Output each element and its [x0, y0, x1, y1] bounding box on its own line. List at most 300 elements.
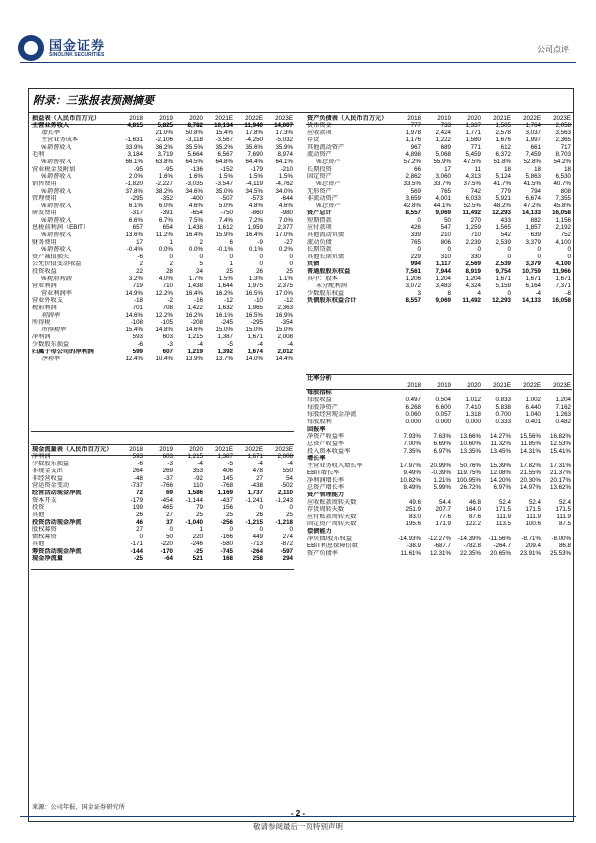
row-value: -144: [130, 548, 143, 555]
table-header-row: [306, 375, 572, 382]
table-row: [306, 239, 572, 246]
row-value: 0.333: [495, 418, 511, 426]
table-row: [306, 441, 572, 448]
row-value: 4,898: [405, 151, 421, 159]
row-value: -4: [257, 460, 263, 468]
row-value: 13.6%: [125, 231, 143, 239]
row-value: 0: [537, 246, 541, 253]
row-value: 433: [500, 217, 511, 224]
row-value: 14.31%: [520, 447, 541, 455]
row-label: 净资产收益率: [307, 433, 345, 440]
row-label: %销售收入: [41, 231, 72, 239]
row-value: 207.7: [435, 506, 451, 513]
row-value: 1,674: [247, 348, 263, 356]
row-label: 增长率: [41, 129, 60, 137]
row-label: 每股股利: [307, 418, 332, 426]
row-value: 0: [289, 260, 293, 268]
row-value: 0: [507, 290, 511, 297]
row-value: 2,539: [495, 239, 511, 246]
row-value: 10,759: [522, 268, 541, 275]
row-label: 销售费用: [32, 180, 57, 188]
row-value: 1,997: [525, 136, 541, 144]
table-row: [306, 210, 572, 217]
row-value: 18: [534, 166, 541, 173]
row-value: 0: [199, 253, 203, 261]
row-value: 111.9: [496, 513, 511, 521]
row-label: 每股收益: [307, 396, 332, 404]
table-row: [306, 390, 572, 397]
row-label: 营业利润率: [41, 290, 72, 297]
row-value: -12: [284, 297, 293, 304]
row-value: 26: [256, 511, 263, 519]
table-row: [31, 137, 294, 144]
row-value: 9,069: [435, 209, 451, 217]
row-value: -860: [250, 209, 263, 217]
row-value: 2,377: [277, 224, 293, 231]
row-value: 6,674: [525, 195, 541, 202]
row-value: 33.7%: [433, 180, 451, 188]
row-value: [452, 390, 482, 397]
row-value: 1,392: [217, 348, 233, 356]
row-value: 5,124: [495, 173, 511, 180]
row-value: 41.5%: [523, 180, 541, 188]
row-value: 2,363: [277, 304, 293, 312]
row-value: 465: [162, 504, 173, 511]
row-label: 非流动资产: [307, 195, 338, 202]
row-label: 毛利: [32, 151, 45, 159]
row-value: -750: [220, 209, 233, 217]
year-row: [306, 382, 572, 389]
row-value: -48: [134, 475, 143, 482]
row-value: 210: [440, 231, 451, 239]
row-value: 1,117: [435, 260, 451, 268]
row-label: 流动负债: [307, 239, 332, 246]
table-row: [31, 534, 294, 541]
year-header: 2019: [159, 115, 173, 122]
row-value: 17.82%: [520, 462, 541, 470]
row-value: 5,159: [495, 282, 511, 290]
row-value: 21.55%: [520, 469, 541, 477]
table-header-row: [31, 446, 294, 453]
row-value: 11,940: [244, 122, 263, 129]
row-value: -6: [137, 253, 143, 261]
row-value: 52.5%: [463, 202, 481, 210]
table-row: [306, 166, 572, 173]
row-value: 26: [256, 268, 263, 275]
row-value: 5,921: [495, 195, 511, 202]
table-row: [306, 470, 572, 477]
row-value: -95: [134, 166, 143, 173]
row-value: 2,058: [555, 122, 571, 129]
row-value: 2,424: [435, 129, 451, 137]
row-value: -11.56%: [488, 535, 511, 543]
row-value: 12.2%: [155, 290, 173, 297]
row-label: 其他: [32, 540, 45, 548]
row-value: 6.600: [435, 404, 451, 411]
row-value: 145: [222, 475, 233, 482]
row-value: -5,032: [275, 136, 293, 144]
row-label: 总资产增长率: [307, 484, 345, 491]
row-value: 16.5%: [245, 290, 263, 297]
row-value: [482, 390, 512, 397]
row-label: 公允价值变动收益: [32, 260, 82, 268]
row-value: 5.838: [495, 404, 511, 411]
income-table: [31, 115, 294, 363]
row-value: -108: [130, 319, 143, 326]
year-header: 2020: [467, 115, 481, 122]
row-value: -14.93%: [397, 535, 421, 543]
row-value: -4: [535, 290, 541, 297]
row-label: 少数股东损益: [32, 460, 70, 468]
row-label: %销售收入: [41, 158, 72, 166]
row-label: 偿债能力: [307, 528, 332, 535]
row-value: 1,215: [187, 453, 203, 460]
row-value: 16.82%: [550, 433, 571, 440]
row-value: 1,644: [217, 282, 233, 290]
row-value: 3,060: [435, 173, 451, 180]
row-value: 10.82%: [400, 477, 421, 484]
row-label: 投资活动现金净流: [32, 518, 82, 526]
row-value: 779: [500, 187, 511, 195]
row-value: 47.5%: [463, 158, 481, 166]
row-value: 0: [417, 246, 421, 253]
row-value: 64.4%: [245, 158, 263, 166]
row-value: 7.4%: [218, 217, 233, 224]
table-row: [306, 203, 572, 210]
row-label: 应付款项: [307, 224, 332, 231]
table-row: [306, 283, 572, 290]
table-row: [306, 122, 572, 129]
table-row: [31, 122, 294, 129]
row-value: 639: [530, 231, 541, 239]
row-value: 3,072: [405, 282, 421, 290]
row-value: 49.6: [408, 499, 421, 506]
row-value: 23.91%: [520, 550, 541, 557]
row-value: 14,007: [274, 122, 293, 129]
row-value: 0: [537, 253, 541, 261]
row-value: 1,215: [187, 333, 203, 341]
row-value: [482, 528, 512, 535]
row-value: -179: [130, 497, 143, 504]
row-value: 3,379: [525, 239, 541, 246]
row-label: 每股净资产: [307, 404, 338, 411]
table-row: [306, 159, 572, 166]
table-row: [31, 541, 294, 548]
row-value: 4,100: [555, 239, 571, 246]
row-value: -502: [280, 482, 293, 490]
row-value: 7.410: [465, 404, 481, 411]
row-value: -4: [287, 460, 293, 468]
table-row: [31, 173, 294, 180]
row-label: 财务费用: [32, 239, 57, 246]
table-row: [31, 159, 294, 166]
row-value: 55.9%: [433, 158, 451, 166]
row-value: [422, 492, 452, 499]
row-value: 17.97%: [400, 462, 421, 470]
row-value: -166: [220, 533, 233, 541]
table-row: [31, 327, 294, 334]
row-value: -8.71%: [521, 535, 541, 543]
row-value: 46.8: [468, 499, 481, 506]
row-value: 0.0%: [158, 246, 173, 253]
row-value: 22.35%: [460, 550, 481, 557]
row-value: 808: [560, 187, 571, 195]
row-value: 12,293: [492, 297, 511, 304]
row-value: 0.000: [435, 418, 451, 426]
row-value: 994: [410, 260, 421, 268]
table-row: [31, 504, 294, 511]
row-value: 0: [259, 504, 263, 511]
row-value: -4: [257, 341, 263, 348]
row-value: 717: [560, 144, 571, 151]
table-row: [306, 195, 572, 202]
row-value: 1.6%: [188, 173, 203, 180]
row-value: -1,218: [275, 518, 293, 526]
table-row: [31, 203, 294, 210]
row-value: 269: [162, 467, 173, 475]
row-value: 0.060: [405, 411, 421, 419]
row-value: 11: [474, 166, 481, 173]
row-value: 100.95%: [456, 477, 481, 484]
row-value: -14.39%: [457, 535, 481, 543]
table-row: [306, 397, 572, 404]
year-header: 2023E: [275, 446, 293, 453]
table-row: [31, 548, 294, 555]
row-value: -3: [167, 460, 173, 468]
appendix-title: 附录：三张报表预测摘要: [33, 94, 154, 107]
row-label: %销售收入: [41, 217, 72, 224]
row-label: 回报率: [307, 426, 326, 433]
row-value: [422, 528, 452, 535]
table-row: [31, 181, 294, 188]
row-label: 应付账款周转天数: [307, 513, 357, 521]
row-value: 16.4%: [245, 231, 263, 239]
row-value: 7,690: [247, 151, 263, 159]
table-row: [306, 268, 572, 275]
row-value: 1,965: [247, 304, 263, 312]
row-value: 1.1%: [278, 275, 293, 283]
table-row: [31, 217, 294, 224]
table-row: [31, 210, 294, 217]
row-value: 6,530: [555, 173, 571, 180]
row-value: 15.4%: [215, 129, 233, 137]
row-value: 18: [564, 166, 571, 173]
row-label: 非经营收益: [32, 475, 63, 482]
table-row: [306, 455, 572, 462]
row-value: -37: [164, 475, 173, 482]
ratio-table: [306, 375, 572, 557]
row-value: 13.7%: [215, 355, 233, 363]
row-value: 7,944: [435, 268, 451, 275]
row-value: 16.9%: [275, 312, 293, 319]
row-value: 15.56%: [520, 433, 541, 440]
row-label: 普通股股东权益: [307, 268, 351, 275]
row-value: 1,222: [435, 136, 451, 144]
row-value: -1,144: [185, 497, 203, 504]
row-value: 1,176: [405, 136, 421, 144]
header-rule: [20, 62, 576, 63]
row-value: 26.72%: [460, 484, 481, 491]
row-value: [542, 455, 572, 462]
row-value: 34.6%: [185, 187, 203, 195]
row-value: 14.0%: [245, 355, 263, 363]
row-label: 税前利润: [32, 304, 57, 312]
row-value: 111.9: [556, 513, 571, 521]
row-value: 1,438: [187, 224, 203, 231]
table-row: [306, 426, 572, 433]
table-row: [31, 356, 294, 363]
year-header: 2018: [407, 382, 421, 389]
row-value: 13.9%: [185, 355, 203, 363]
row-value: 17.0%: [275, 231, 293, 239]
row-value: 710: [470, 231, 481, 239]
row-value: 12.53%: [550, 440, 571, 448]
year-header: 2019: [159, 446, 173, 453]
row-value: 16,058: [552, 297, 571, 304]
year-header: 2021E: [215, 115, 233, 122]
row-value: 37: [166, 518, 173, 526]
row-value: 17.8%: [245, 129, 263, 137]
row-value: 1.040: [525, 411, 541, 419]
row-value: -295: [250, 319, 263, 326]
row-value: 87.5: [558, 520, 571, 528]
row-value: 1,505: [495, 122, 511, 129]
row-value: 0: [289, 526, 293, 533]
row-label: 研发费用: [32, 209, 57, 217]
row-value: [422, 455, 452, 462]
row-label: %总资产: [316, 202, 341, 210]
row-value: 1,857: [525, 224, 541, 231]
row-label: 现金净流量: [32, 555, 63, 562]
row-value: 2.0%: [128, 173, 143, 180]
row-label: 净利润: [32, 333, 51, 341]
row-label: %总资产: [316, 180, 341, 188]
row-value: 1,737: [247, 489, 263, 497]
table-title: 比率分析: [307, 375, 332, 382]
row-label: 负债股东权益合计: [307, 297, 357, 304]
table-header-row: [306, 115, 572, 122]
row-value: 1,978: [405, 129, 421, 137]
row-value: 1,219: [187, 348, 203, 356]
row-value: -4: [197, 460, 203, 468]
row-value: 63.8%: [155, 158, 173, 166]
row-label: 息税前利润（EBIT）: [32, 224, 90, 231]
table-row: [306, 492, 572, 499]
year-header: 2021E: [215, 446, 233, 453]
row-value: -745: [220, 548, 233, 555]
row-value: 1,438: [187, 282, 203, 290]
row-label: 营运资金变动: [32, 482, 70, 490]
table-title: 损益表（人民币百万元）: [32, 115, 101, 122]
row-value: 14.6%: [185, 326, 203, 334]
table-row: [31, 261, 294, 268]
row-value: 20.17%: [550, 477, 571, 484]
row-value: 51.8%: [493, 158, 511, 166]
row-value: 4,001: [435, 195, 451, 202]
row-value: -580: [220, 540, 233, 548]
row-value: 607: [162, 348, 173, 356]
row-value: 52.4: [498, 499, 511, 506]
row-value: 294: [282, 555, 293, 562]
row-value: [482, 455, 512, 462]
table-row: [306, 137, 572, 144]
row-value: 6.440: [525, 404, 541, 411]
row-value: 6.7%: [158, 217, 173, 224]
row-value: 40.7%: [553, 180, 571, 188]
row-value: 17: [444, 166, 451, 173]
row-value: 765: [440, 187, 451, 195]
row-value: 52.4: [528, 499, 541, 506]
row-value: 1,580: [465, 136, 481, 144]
row-value: -4,250: [245, 136, 263, 144]
row-value: 1: [199, 526, 203, 533]
row-value: 251.9: [405, 506, 421, 513]
table-row: [31, 526, 294, 533]
row-value: 1,565: [495, 224, 511, 231]
table-row: [31, 490, 294, 497]
row-value: 25: [286, 268, 293, 275]
row-value: 37.5%: [463, 180, 481, 188]
row-value: 0: [567, 253, 571, 261]
row-label: 无形资产: [307, 187, 332, 195]
row-label: 资产总计: [307, 209, 332, 217]
row-value: 1.5%: [278, 173, 293, 180]
row-label: 资本开支: [32, 497, 57, 504]
row-value: 521: [192, 555, 203, 562]
row-value: -256: [220, 518, 233, 526]
row-label: 经营活动现金净流: [32, 489, 82, 497]
row-label: 长期投资: [307, 166, 332, 173]
row-value: -391: [160, 209, 173, 217]
row-value: 111.9: [526, 513, 541, 521]
table-row: [306, 217, 572, 224]
row-value: 7.63%: [433, 433, 451, 440]
row-value: [452, 492, 482, 499]
row-value: [392, 455, 422, 462]
row-label: %销售收入: [41, 187, 72, 195]
row-value: 14.20%: [490, 477, 511, 484]
row-value: 171.9: [435, 520, 451, 528]
row-value: [452, 455, 482, 462]
row-value: 4,100: [555, 260, 571, 268]
row-value: [422, 390, 452, 397]
empty-cell: [542, 375, 572, 382]
row-value: 8: [447, 290, 451, 297]
row-value: 270: [470, 217, 481, 224]
row-value: 4,815: [127, 122, 143, 129]
row-value: 701: [132, 304, 143, 312]
row-value: 1,676: [495, 136, 511, 144]
row-value: 25: [226, 511, 233, 519]
row-value: 168: [222, 555, 233, 562]
row-value: 258: [252, 555, 263, 562]
row-value: -3,118: [185, 136, 203, 144]
row-value: 14.8%: [155, 326, 173, 334]
row-value: [482, 492, 512, 499]
row-value: 1,204: [435, 275, 451, 283]
row-label: 所得税率: [41, 326, 66, 334]
row-value: 6,164: [525, 282, 541, 290]
row-value: 1.5%: [248, 173, 263, 180]
row-value: -768: [220, 482, 233, 490]
row-value: -8: [565, 290, 571, 297]
row-value: 35.2%: [215, 144, 233, 151]
row-value: -400: [190, 195, 203, 202]
row-value: 14.97%: [520, 484, 541, 491]
row-value: -264: [250, 548, 263, 555]
row-value: -6: [137, 341, 143, 348]
year-header: 2023E: [553, 382, 571, 389]
